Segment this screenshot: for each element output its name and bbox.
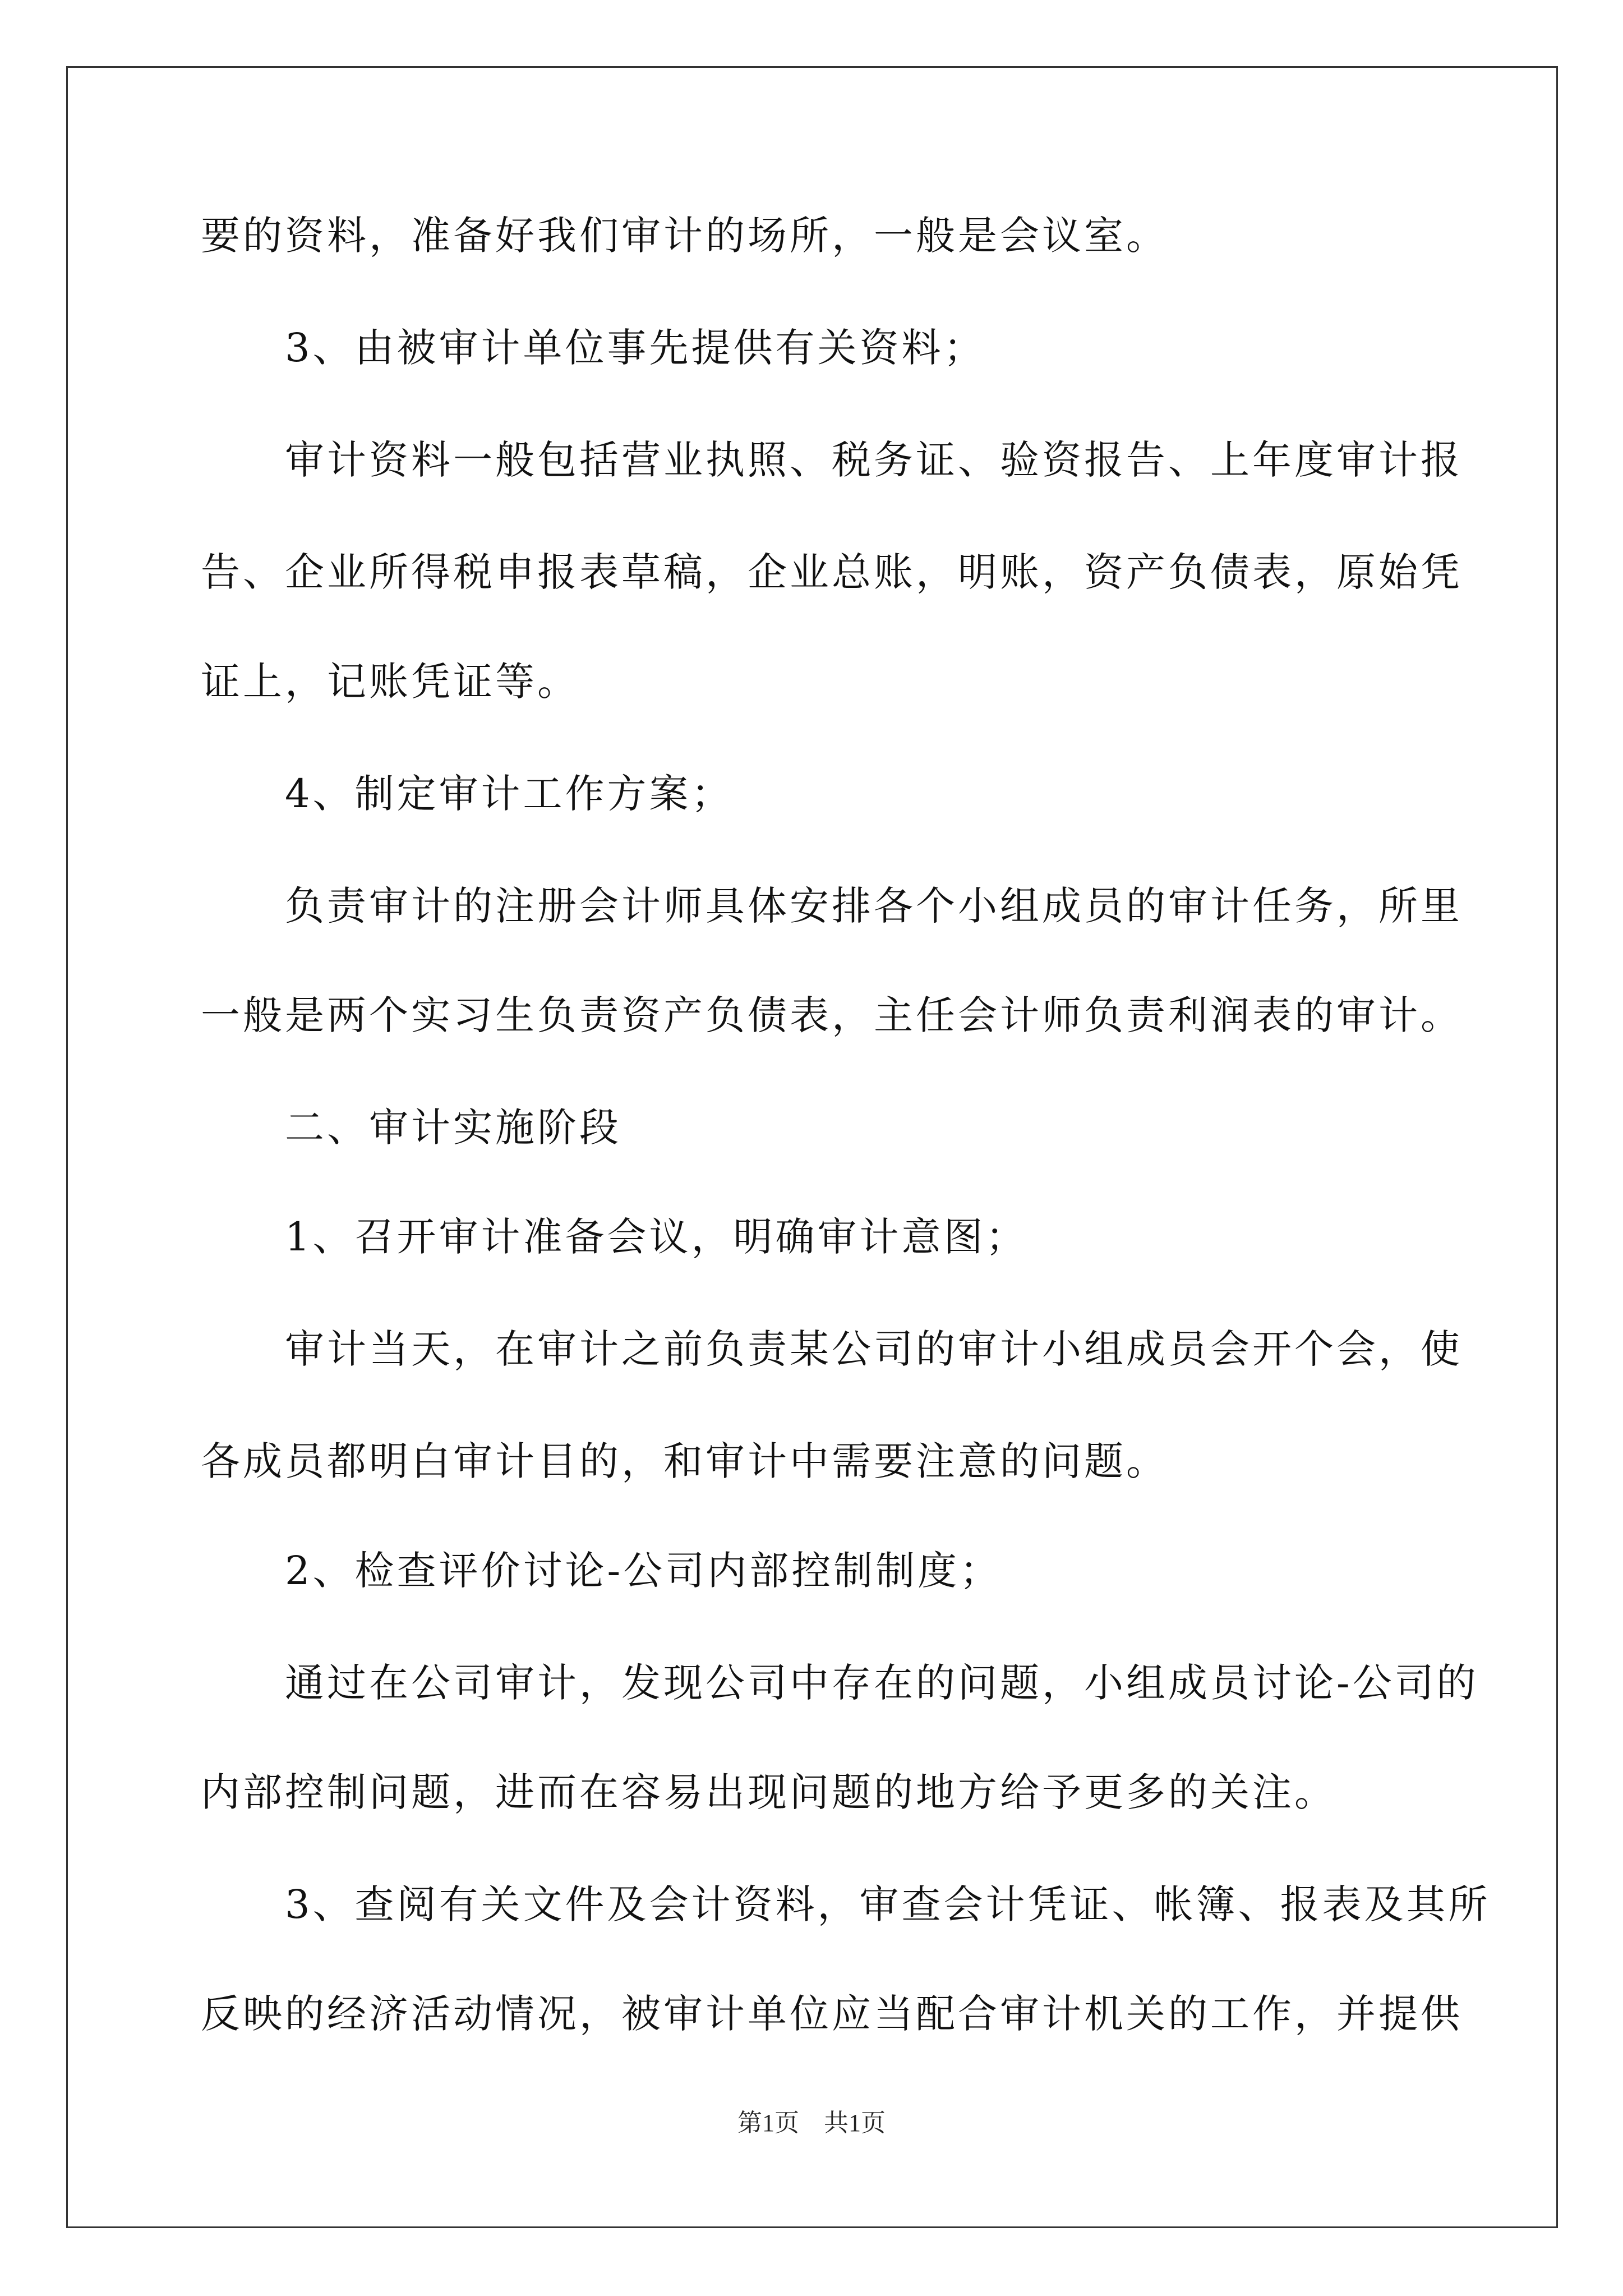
- text-line: 证上，记账凭证等。: [201, 659, 579, 705]
- text-line: 反映的经济活动情况，被审计单位应当配合审计机关的工作，并提供: [201, 1991, 1463, 2037]
- text-line: 内部控制问题，进而在容易出现问题的地方给予更多的关注。: [201, 1769, 1336, 1815]
- text-line: 2、检查评价讨论-公司内部控制制度；: [201, 1548, 1002, 1594]
- page-footer: 第1页 共1页: [737, 2109, 886, 2137]
- text-line: 3、查阅有关文件及会计资料，审查会计凭证、帐簿、报表及其所: [201, 1881, 1491, 1927]
- text-line: 一般是两个实习生负责资产负债表，主任会计师负责利润表的审计。: [201, 992, 1463, 1038]
- text-line: 通过在公司审计，发现公司中存在的问题，小组成员讨论-公司的: [201, 1660, 1479, 1706]
- text-line: 1、召开审计准备会议，明确审计意图；: [201, 1214, 1028, 1260]
- text-line: 各成员都明白审计目的，和审计中需要注意的问题。: [201, 1438, 1168, 1484]
- text-line: 二、审计实施阶段: [201, 1105, 621, 1151]
- text-line: 告、企业所得税申报表草稿，企业总账，明账，资产负债表，原始凭: [201, 549, 1463, 595]
- text-line: 负责审计的注册会计师具体安排各个小组成员的审计任务，所里: [201, 883, 1463, 929]
- text-line: 3、由被审计单位事先提供有关资料；: [201, 325, 986, 371]
- text-line: 审计当天，在审计之前负责某公司的审计小组成员会开个会，使: [201, 1326, 1463, 1372]
- text-line: 审计资料一般包括营业执照、税务证、验资报告、上年度审计报: [201, 437, 1463, 483]
- text-line: 4、制定审计工作方案；: [201, 771, 734, 817]
- text-line: 要的资料，准备好我们审计的场所，一般是会议室。: [201, 213, 1168, 259]
